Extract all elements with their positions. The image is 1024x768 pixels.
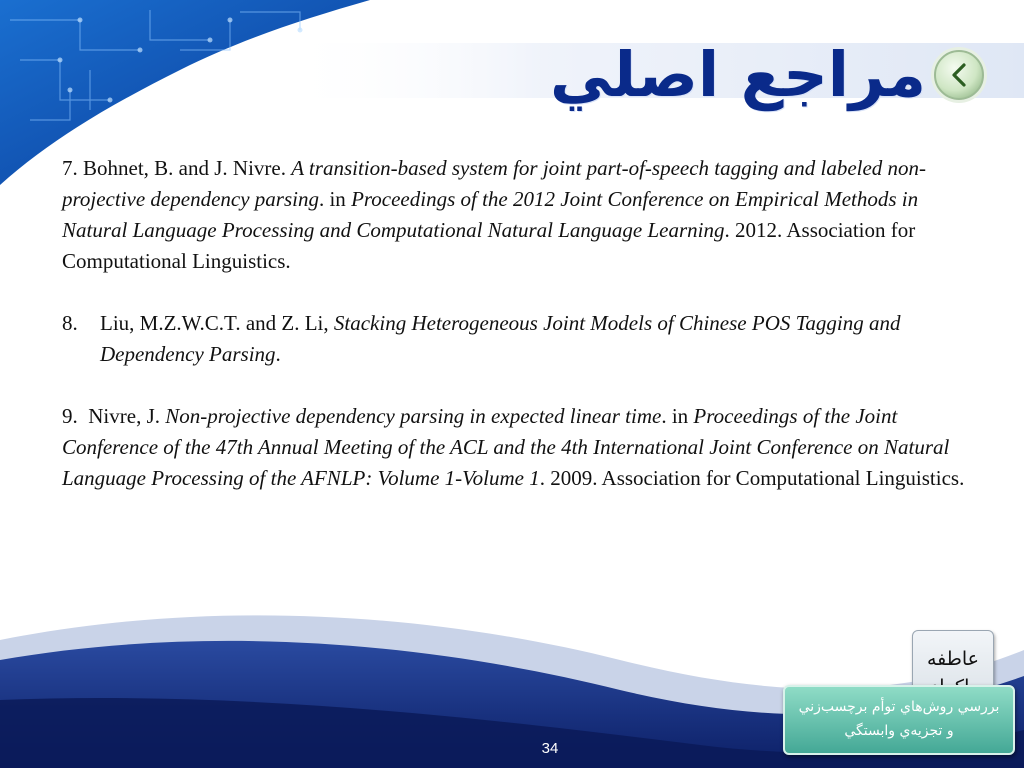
ref-number: 7. xyxy=(62,156,78,180)
reference-8: 8. Liu, M.Z.W.C.T. and Z. Li, Stacking Heterogeneous Joint Models of Chinese POS Tagging and Dependency Parsing. xyxy=(62,308,974,370)
title-area xyxy=(550,30,984,120)
reference-9: 9. Nivre, J. Non-projective dependency parsing in expected linear time. in Proceedings of the Joint Conference of the 47th Annual Meeting of the ACL and the 4th International Joint Conference on Natural Language Processing of the AFNLP: Volume 1-Volume 1. 2009. Association for Computational Linguistics. xyxy=(62,404,965,490)
chevron-left-icon xyxy=(948,62,970,88)
ref-authors: Liu, M.Z.W.C.T. and Z. Li, xyxy=(100,311,329,335)
ref-venue: Proceedings of the Joint Conference of the 47th Annual Meeting of the ACL and the 4th International Joint Conference on Natural Language Processing of the AFNLP: Volume 1-Volume 1 xyxy=(62,404,950,490)
ref-number: 9. xyxy=(62,404,78,428)
ref-in-label: in xyxy=(329,187,346,211)
reference-7: 7. Bohnet, B. and J. Nivre. A transition-based system for joint part-of-speech tagging and labeled non-projective dependency parsing. in Proceedings of the 2012 Joint Conference on Empirical Methods in Natural Language Processing and Computational Natural Language Learning. 2012. Association for Computational Linguistics. xyxy=(62,156,927,273)
back-nav-button[interactable] xyxy=(934,50,984,100)
page-number: 34 xyxy=(541,740,559,757)
ref-title: A transition-based system for joint part-of-speech tagging and labeled non-projective dependency parsing xyxy=(62,156,927,211)
ref-title: Stacking Heterogeneous Joint Models of Chinese POS Tagging and Dependency Parsing xyxy=(100,311,901,366)
reference-list xyxy=(62,153,974,494)
topic-line-2: و تجزيه‌ي وابستگي xyxy=(844,723,954,739)
author-first-name: عاطفه xyxy=(926,648,980,670)
topic-box xyxy=(783,685,1015,755)
ref-tail: 2009. Association for Computational Linguistics. xyxy=(550,466,965,490)
ref-authors: Bohnet, B. and J. Nivre. xyxy=(83,156,286,180)
topic-line-1: بررسي روش‌هاي توأم برچسب‌زني xyxy=(798,699,1000,715)
ref-title: Non-projective dependency parsing in expected linear time xyxy=(165,404,662,428)
ref-tail: 2012. Association for Computational Linguistics. xyxy=(62,218,916,273)
ref-in-label: in xyxy=(671,404,689,428)
slide-title: مراجع اصلي xyxy=(549,38,926,111)
ref-authors: Nivre, J. xyxy=(88,404,160,428)
ref-venue: Proceedings of the 2012 Joint Conference on Empirical Methods in Natural Language Processing and Computational Natural Language Learning xyxy=(62,187,919,242)
ref-number: 8. xyxy=(62,311,78,335)
